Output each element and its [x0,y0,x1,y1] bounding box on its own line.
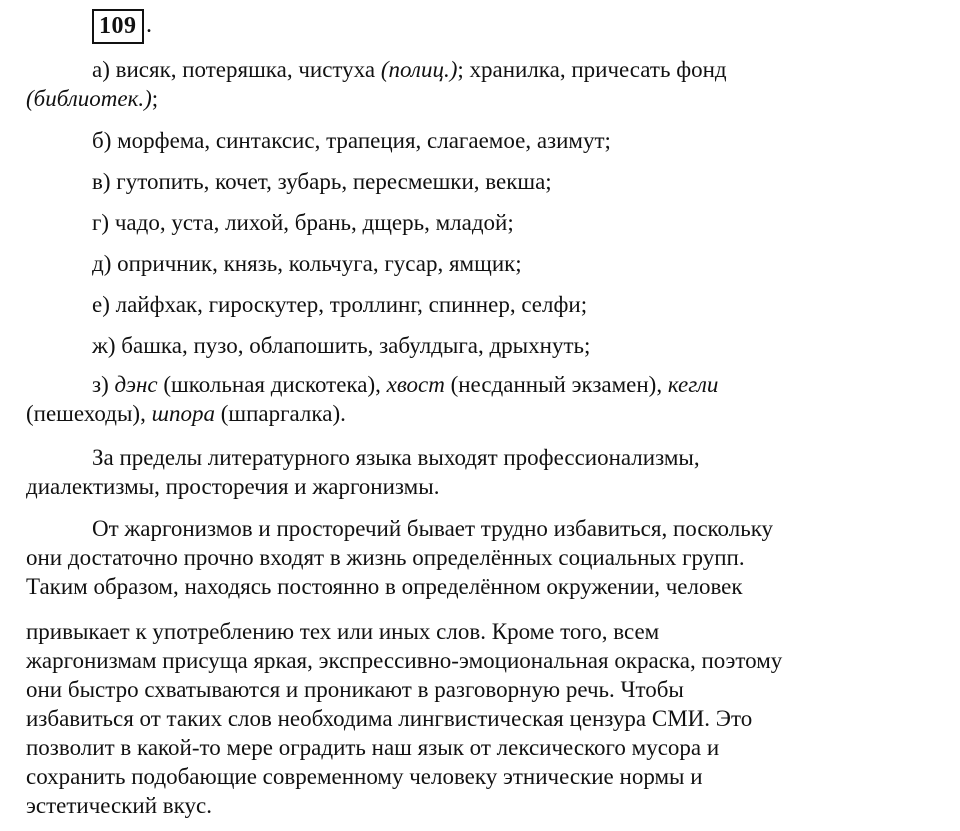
paragraph-line: За пределы литературного языка выходят профессионализмы, [92,445,700,470]
item-text: а) висяк, потеряшка, чистуха [92,57,381,82]
item-text: (несданный экзамен), [444,372,668,397]
answer-paragraph-2-bottom [26,617,906,820]
item-text: ; хранилка, причесать фонд [457,57,727,82]
list-item-b: б) морфема, синтаксис, трапеция, слагаемое, азимут; [92,128,611,153]
list-item-g: г) чадо, уста, лихой, брань, дщерь, младой; [92,210,514,235]
paragraph-line: От жаргонизмов и просторечий бывает трудно избавиться, поскольку [92,516,774,541]
paragraph-line: диалектизмы, просторечия и жаргонизмы. [26,474,440,499]
paragraph-line: избавиться от таких слов необходима лингвистическая цензура СМИ. Это [26,706,753,731]
paragraph-line: они быстро схватываются и проникают в разговорную речь. Чтобы [26,677,684,702]
list-item-e: е) лайфхак, гироскутер, троллинг, спиннер, селфи; [92,292,588,317]
item-text: (пешеходы), [26,401,152,426]
list-item-z-line-1 [26,370,906,399]
list-item-d: д) опричник, князь, кольчуга, гусар, ямщик; [92,251,522,276]
item-note-italic: (полиц.) [380,57,458,82]
item-text: з) [92,372,115,397]
paragraph-line: эстетический вкус. [26,793,212,818]
paragraph-line: позволит в какой-то мере оградить наш язык от лексического мусора и [26,735,720,760]
item-text: ; [151,86,159,111]
list-item-zh: ж) башка, пузо, облапошить, забулдыга, дрыхнуть; [92,333,591,358]
paragraph-line: Таким образом, находясь постоянно в определённом окружении, человек [26,574,743,599]
exercise-number-box: 109 [92,9,144,44]
list-item-a-line-1 [26,55,906,84]
item-text: (шпаргалка). [214,401,346,426]
list-item-a [26,55,906,113]
paragraph-line: они достаточно прочно входят в жизнь определённых социальных групп. [26,545,745,570]
answer-paragraph-2-top [26,514,906,601]
slang-word: дэнс [114,372,158,397]
list-item-v: в) гутопить, кочет, зубарь, пересмешки, векша; [92,169,552,194]
exercise-number-dot: . [146,12,152,38]
paragraph-line: жаргонизмам присуща яркая, экспрессивно-эмоциональная окраска, поэтому [26,648,783,673]
slang-word: кегли [667,372,719,397]
paragraph-line: сохранить подобающие современному человеку этнические нормы и [26,764,703,789]
slang-word: хвост [386,372,445,397]
list-item-z [26,370,906,428]
paragraph-line: привыкает к употреблению тех или иных слов. Кроме того, всем [26,619,660,644]
answer-paragraph-1 [26,443,906,501]
item-note-italic: (библиотек.) [26,86,152,111]
item-text: (школьная дискотека), [157,372,387,397]
list-item-z-line-2 [26,399,906,428]
slang-word: шпора [151,401,215,426]
list-item-a-line-2 [26,84,906,113]
